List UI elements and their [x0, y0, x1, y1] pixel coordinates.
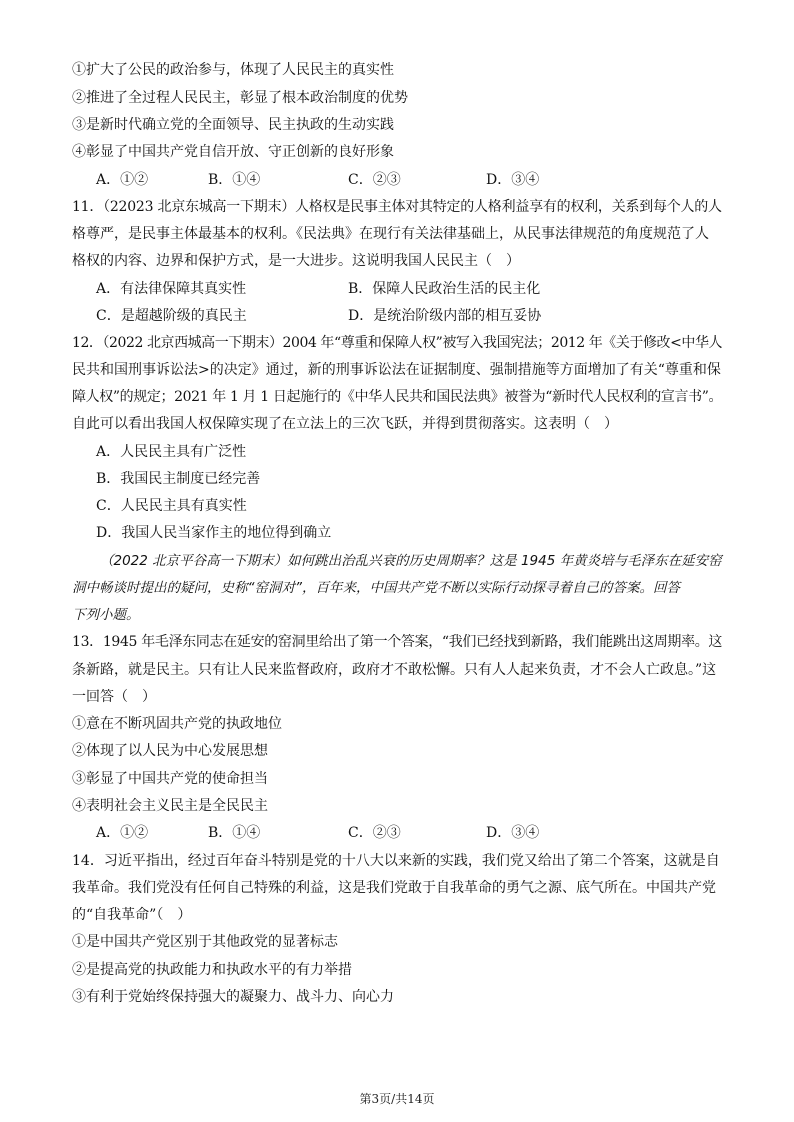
page-number: 第3页/共14页 [359, 1092, 435, 1106]
q14-stem-2: 我革命。我们党没有任何自己特殊的利益，这是我们党敢于自我革命的勇气之源、底气所在。中国共产党 [72, 880, 716, 896]
intro-line-3: 下列小题。 [72, 607, 140, 623]
q14-item-1: ①是中国共产党区别于其他政党的显著标志 [72, 934, 338, 950]
q12-stem-1: 12．（2022 北京西城高一下期末）2004 年“尊重和保障人权”被写入我国宪法；2012 年《关于修改<中华人 [72, 335, 723, 351]
q12-option-a[interactable]: A．人民民主具有广泛性 [96, 444, 247, 460]
q13-option-d[interactable]: D．③④ [486, 825, 540, 841]
q12-stem-3: 障人权”的规定；2021 年 1 月 1 日起施行的《中华人民共和国民法典》被誉为“新时代人民权利的宣言书”。 [72, 389, 723, 405]
q12-stem-4: 自此可以看出我国人权保障实现了在立法上的三次飞跃，并得到贯彻落实。这表明（ ） [72, 416, 618, 432]
q11-stem-3: 格权的内容、边界和保护方式，是一大进步。这说明我国人民民主（ ） [72, 253, 520, 269]
q14-item-2: ②是提高党的执政能力和执政水平的有力举措 [72, 962, 352, 978]
q11-option-a[interactable]: A．有法律保障其真实性 [96, 281, 247, 297]
q13-item-2: ②体现了以人民为中心发展思想 [72, 743, 268, 759]
q10-option-d[interactable]: D．③④ [486, 172, 540, 188]
q13-stem-2: 条新路，就是民主。只有让人民来监督政府，政府才不敢松懈。只有人人起来负责，才不会人亡政息。”这 [72, 662, 717, 678]
q13-option-c[interactable]: C．②③ [348, 825, 401, 841]
q11-option-c[interactable]: C．是超越阶级的真民主 [96, 308, 247, 324]
intro-line-2: 洞中畅谈时提出的疑问，史称“窑洞对”，百年来，中国共产党不断以实际行动探寻着自己的答案。回答 [72, 580, 680, 596]
q13-option-a[interactable]: A．①② [96, 825, 149, 841]
q10-item-1: ①扩大了公民的政治参与，体现了人民民主的真实性 [72, 62, 394, 78]
q14-stem-3: 的“自我革命”（ ） [72, 907, 192, 923]
intro-line-1: （2022 北京平谷高一下期末）如何跳出治乱兴衰的历史周期率？这是 1945 年黄炎培与毛泽东在延安窑 [100, 553, 722, 569]
q11-option-d[interactable]: D．是统治阶级内部的相互妥协 [348, 308, 542, 324]
q10-option-b[interactable]: B．①④ [208, 172, 261, 188]
q12-option-d[interactable]: D．我国人民当家作主的地位得到确立 [96, 525, 332, 541]
q10-item-4: ④彰显了中国共产党自信开放、守正创新的良好形象 [72, 144, 394, 160]
q13-item-1: ①意在不断巩固共产党的执政地位 [72, 716, 282, 732]
q12-option-b[interactable]: B．我国民主制度已经完善 [96, 471, 261, 487]
q11-stem-2: 格尊严，是民事主体最基本的权利。《民法典》在现行有关法律基础上，从民事法律规范的角度规范了人 [72, 226, 709, 242]
q13-item-3: ③彰显了中国共产党的使命担当 [72, 771, 268, 787]
q14-item-3: ③有利于党始终保持强大的凝聚力、战斗力、向心力 [72, 989, 394, 1005]
q13-item-4: ④表明社会主义民主是全民民主 [72, 798, 268, 814]
q10-option-c[interactable]: C．②③ [348, 172, 401, 188]
q10-option-a[interactable]: A．①② [96, 172, 149, 188]
q11-stem-1: 11．（22023 北京东城高一下期末）人格权是民事主体对其特定的人格利益享有的权利，关系到每个人的人 [72, 199, 722, 215]
q14-stem-1: 14．习近平指出，经过百年奋斗特别是党的十八大以来新的实践，我们党又给出了第二个答案，这就是自 [72, 853, 720, 869]
q10-item-3: ③是新时代确立党的全面领导、民主执政的生动实践 [72, 117, 394, 133]
q12-option-c[interactable]: C．人民民主具有真实性 [96, 498, 247, 514]
q11-option-b[interactable]: B．保障人民政治生活的民主化 [348, 281, 541, 297]
q13-stem-3: 一回答（ ） [72, 689, 156, 705]
q10-item-2: ②推进了全过程人民民主，彰显了根本政治制度的优势 [72, 90, 408, 106]
q13-stem-1: 13．1945 年毛泽东同志在延安的窑洞里给出了第一个答案，“我们已经找到新路，我们能跳出这周期率。这 [72, 634, 723, 650]
q13-option-b[interactable]: B．①④ [208, 825, 261, 841]
q12-stem-2: 民共和国刑事诉讼法>的决定》通过，新的刑事诉讼法在证据制度、强制措施等方面增加了有关“尊重和保 [72, 362, 721, 378]
